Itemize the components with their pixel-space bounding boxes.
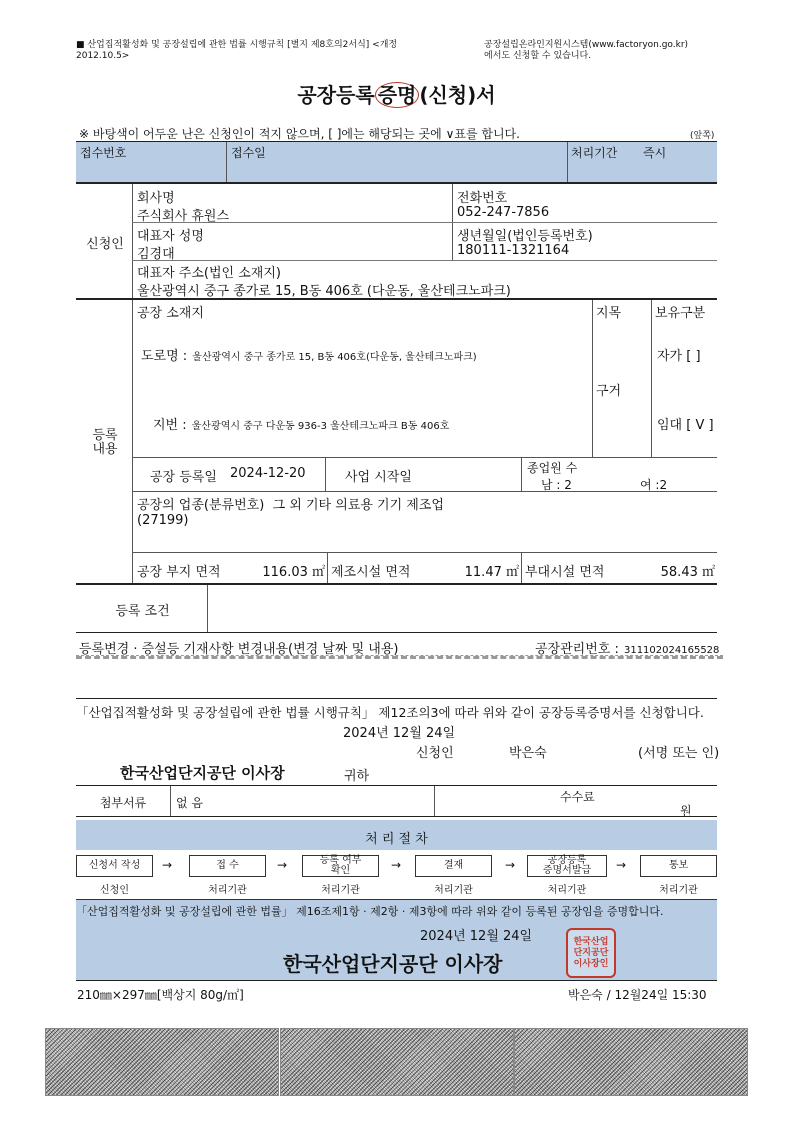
application-statement: 「산업집적활성화 및 공장설립에 관한 법률 시행규칙」 제12조의3에 따라 위와 같이 공장등록증명서를 신청합니다.: [76, 705, 704, 720]
industry-value: 그 외 기타 의료용 기기 제조업: [272, 498, 444, 513]
step-application: [76, 855, 153, 877]
step-notification-label: 통보: [668, 860, 689, 871]
attachments-label: 첨부서류: [99, 796, 147, 810]
ownership-lease: 임대 [ V ]: [657, 418, 714, 433]
seal-text: 한국산업단지공단이사장인: [573, 936, 609, 969]
phone-label: 전화번호: [457, 191, 508, 206]
notice-text: ※ 바탕색이 어두운 난은 신청인이 적지 않으며, [ ]에는 해당되는 곳에 ∨표를 합니다.: [79, 127, 520, 141]
step-issuance-line1: 공장등록: [547, 855, 587, 866]
step-receipt-caption: 처리기관: [208, 885, 247, 896]
registration-label-line1: 등록: [92, 428, 118, 443]
receipt-no-label: 접수번호: [80, 146, 127, 160]
road-address: [141, 345, 477, 364]
step-receipt-label: 접 수: [216, 860, 239, 871]
arrow-icon: →: [162, 858, 173, 872]
title-post: (신청)서: [419, 83, 496, 107]
industry-label: 공장의 업종(분류번호): [137, 498, 265, 513]
management-number-label: 공장관리번호 :: [535, 642, 619, 657]
arrow-icon: →: [277, 858, 288, 872]
official-seal: [566, 928, 616, 978]
arrow-icon: →: [505, 858, 516, 872]
certification-statement: 「산업집적활성화 및 공장설립에 관한 법률」 제16조제1항 · 제2항 · 제3항에 따라 위와 같이 등록된 공장임을 증명합니다.: [76, 905, 664, 918]
processing-period-value: 즉시: [643, 146, 667, 160]
title-circled: 증명: [375, 82, 420, 108]
aux-area-label: 부대시설 면적: [525, 565, 605, 580]
step-notification-caption: 처리기관: [659, 885, 698, 896]
site-area-label: 공장 부지 면적: [137, 565, 221, 580]
registration-date-label: 공장 등록일: [150, 470, 217, 485]
management-number-value: 311102024165528: [623, 645, 720, 656]
employees-female: 여 :2: [640, 478, 668, 492]
lot-address-label: 지번 :: [153, 418, 187, 433]
processing-period-label: 처리기간: [571, 146, 618, 160]
step-application-label: 신청서 작성: [88, 860, 141, 871]
employees-male: 남 : 2: [541, 478, 572, 492]
step-issuance-caption: 처리기관: [547, 885, 587, 896]
recipient-honorific: 귀하: [344, 769, 370, 784]
road-address-value: 울산광역시 중구 종가로 15, B동 406호(다운동, 울산테크노파크): [192, 352, 477, 363]
step-issuance: [527, 855, 607, 877]
mfg-area-label: 제조시설 면적: [331, 565, 411, 580]
procedure-title: 처 리 절 차: [365, 832, 428, 847]
representative-label: 대표자 성명: [137, 229, 204, 244]
registration-section-label: [80, 429, 130, 457]
ownership-label: 보유구분: [655, 306, 706, 321]
application-date: 2024년 12월 24일: [343, 726, 456, 741]
online-notice-line2: 에서도 신청할 수 있습니다.: [484, 51, 592, 61]
birth-value: 180111-1321164: [457, 243, 570, 258]
fee-unit: 원: [680, 804, 692, 818]
recipient-name: 한국산업단지공단 이사장: [120, 764, 285, 782]
legal-basis-line1: ■ 산업집적활성화 및 공장설립에 관한 법률 시행규칙 [별지 제8호의2서식] <개정: [76, 40, 398, 50]
jimok-label: 지목: [596, 306, 622, 321]
address-value: 울산광역시 중구 종가로 15, B동 406호 (다운동, 울산테크노파크): [137, 284, 511, 299]
representative-value: 김경대: [137, 247, 175, 262]
step-approval-caption: 처리기관: [434, 885, 473, 896]
step-review-line2: 확인: [330, 865, 351, 876]
registration-label-line2: 내용: [92, 442, 118, 457]
applicant-section-label: 신청인: [86, 237, 124, 252]
title-pre: 공장등록: [297, 83, 375, 107]
ownership-own: 자가 [ ]: [657, 349, 701, 364]
arrow-icon: →: [616, 858, 627, 872]
mfg-area-value: 11.47 ㎡: [464, 565, 519, 580]
signature-label: (서명 또는 인): [638, 746, 720, 761]
factory-location-label: 공장 소재지: [137, 306, 204, 321]
registration-date-value: 2024-12-20: [230, 466, 306, 481]
step-review-caption: 처리기관: [321, 885, 360, 896]
receipt-date-label: 접수일: [231, 146, 266, 160]
receipt-row: [76, 142, 717, 182]
road-address-label: 도로명 :: [141, 349, 188, 364]
company-value: 주식회사 휴원스: [137, 209, 230, 224]
step-issuance-line2: 증명서발급: [542, 865, 592, 876]
company-label: 회사명: [137, 191, 175, 206]
business-start-label: 사업 시작일: [345, 470, 412, 485]
barcode-2: [280, 1028, 514, 1096]
online-notice-line1: 공장설립온라인지원시스템(www.factoryon.go.kr): [484, 40, 689, 50]
page-title: [0, 79, 793, 108]
fee-label: 수수료: [560, 790, 595, 804]
step-review: [302, 855, 379, 877]
applicant-label: 신청인: [416, 746, 454, 761]
form-legal-basis: [76, 40, 456, 62]
certification-date: 2024년 12월 24일: [420, 929, 533, 944]
step-approval-label: 결재: [443, 860, 464, 871]
step-application-caption: 신청인: [100, 885, 129, 896]
lot-address: [153, 414, 449, 433]
barcode-1: [45, 1028, 279, 1096]
paper-spec: 210㎜×297㎜[백상지 80g/㎡]: [77, 988, 244, 1002]
legal-basis-line2: 2012.10.5>: [76, 51, 130, 61]
online-notice: [484, 40, 724, 62]
barcode-3: [514, 1028, 748, 1096]
applicant-name: 박은숙: [509, 746, 547, 761]
step-receipt: [189, 855, 266, 877]
issuer-name: 한국산업단지공단 이사장: [283, 952, 503, 976]
phone-value: 052-247-7856: [457, 205, 550, 220]
address-label: 대표자 주소(법인 소재지): [137, 266, 281, 281]
industry-row: [137, 494, 444, 513]
condition-label: 등록 조건: [115, 604, 170, 619]
step-approval: [415, 855, 492, 877]
site-area-value: 116.03 ㎡: [262, 565, 325, 580]
step-notification: [640, 855, 717, 877]
change-history-label: 등록변경 · 증설등 기재사항 변경내용(변경 날짜 및 내용): [79, 642, 399, 657]
step-review-line1: 등록 여부: [319, 855, 362, 866]
issued-by: 박은숙 / 12월24일 15:30: [568, 988, 707, 1002]
employees-label: 종업원 수: [527, 461, 578, 475]
birth-label: 생년월일(법인등록번호): [457, 229, 593, 244]
industry-code: (27199): [137, 513, 189, 528]
lot-address-value: 울산광역시 중구 다운동 936-3 울산테크노파크 B동 406호: [191, 421, 450, 432]
page-side-label: (앞쪽): [690, 131, 715, 141]
arrow-icon: →: [391, 858, 402, 872]
attachments-value: 없 음: [176, 796, 203, 810]
aux-area-value: 58.43 ㎡: [660, 565, 715, 580]
jimok-value: 구거: [596, 384, 622, 399]
